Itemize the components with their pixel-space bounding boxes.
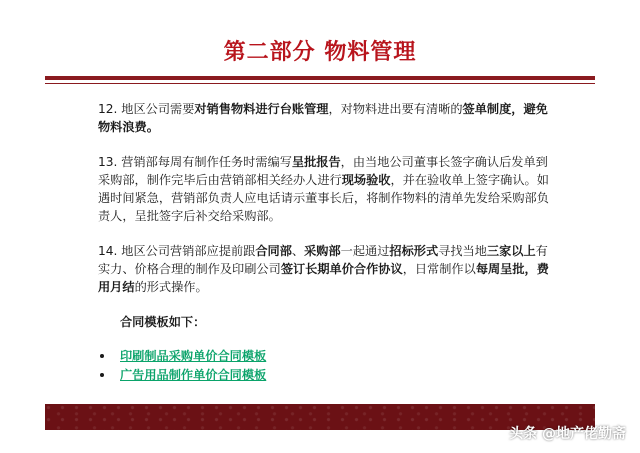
p14-seg10: ，日常制作以	[402, 262, 476, 276]
link-printing-contract-template[interactable]: 印刷制品采购单价合同模板	[120, 349, 267, 363]
paragraph-12	[98, 100, 553, 136]
p12-seg1: 对销售物料进行台账管理	[194, 102, 329, 116]
p14-seg3: 采购部	[304, 244, 341, 258]
p14-seg1: 合同部	[255, 244, 292, 258]
p13-seg4: ，并在验收单上签字确认。如遇时间紧急，营销部负责人应电话请示董事长后，将制作物料的清单先发给采购部负责人，呈批签字后补交给采购部。	[98, 173, 549, 223]
title-divider-thin	[45, 83, 595, 84]
p14-seg5: 招标形式	[389, 244, 439, 258]
page-title: 第二部分 物料管理	[223, 40, 417, 65]
p12-seg3: 签单制度，避免物料浪费。	[98, 102, 548, 134]
content-body	[98, 100, 553, 385]
list-item	[98, 347, 553, 366]
p13-seg0: 13. 营销部每周有制作任务时需编写	[98, 155, 292, 169]
bullet-icon	[100, 354, 104, 358]
title-divider-thick	[45, 76, 595, 80]
template-link-list	[98, 347, 553, 385]
p14-seg2: 、	[291, 244, 305, 258]
p14-seg0: 14. 地区公司营销部应提前跟	[98, 244, 256, 258]
p12-seg2: ，对物料进出要有清晰的	[328, 102, 463, 116]
paragraph-14	[98, 242, 553, 296]
watermark: 头条 @地产佬勤斋	[509, 426, 626, 442]
template-heading: 合同模板如下：	[120, 315, 206, 329]
p14-seg7: 三家以上	[486, 244, 536, 258]
p14-seg6: 寻找当地	[438, 244, 487, 258]
p14-seg9: 签订长期单价合作协议	[280, 262, 403, 276]
bullet-icon	[100, 373, 104, 377]
p14-seg12: 的形式操作。	[134, 280, 208, 294]
paragraph-13	[98, 153, 553, 225]
list-item	[98, 366, 553, 385]
p13-seg3: 现场验收	[341, 173, 391, 187]
p14-seg11: 每周呈批，费用月结	[98, 262, 549, 294]
p13-seg2: ，由当地公司董事长签字确认后发单到采购部，制作完毕后由营销部相关经办人进行	[98, 155, 548, 187]
p14-seg8: 有实力、价格合理的制作及印刷公司	[98, 244, 548, 276]
p14-seg4: 一起通过	[340, 244, 390, 258]
p12-seg0: 12. 地区公司需要	[98, 102, 195, 116]
p13-seg1: 呈批报告	[291, 155, 341, 169]
link-advertising-contract-template[interactable]: 广告用品制作单价合同模板	[120, 368, 267, 382]
